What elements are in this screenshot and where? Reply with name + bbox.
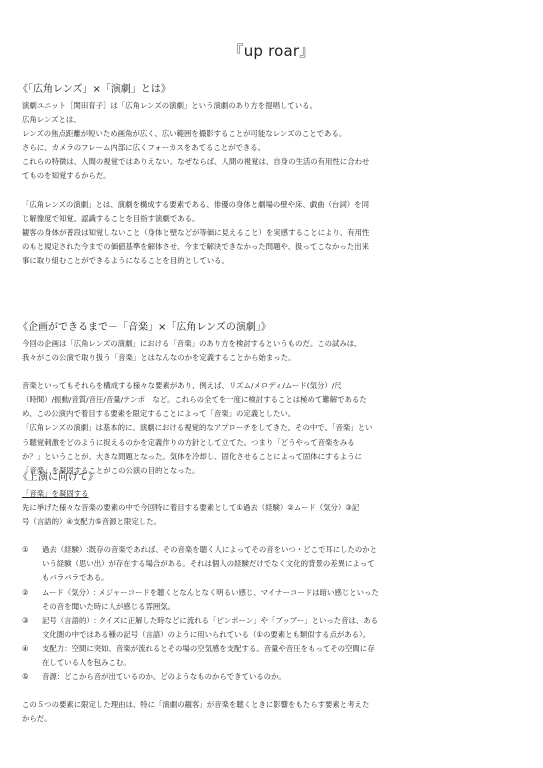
paragraph-line: う聴覚刺激をどのように捉えるのかを定義作りの方針として立てた。つまり「どうやって音楽をみる — [22, 437, 355, 447]
paragraph-line: じ解像度で知覚、認識することを目指す演劇である。 — [22, 213, 200, 223]
paragraph-line: からだ。 — [22, 714, 52, 724]
paragraph-line: レンズの焦点距離が短いため画角が広く、広い範囲を撮影することが可能なレンズのことである。 — [22, 129, 347, 139]
element-list — [22, 543, 527, 684]
spacer — [22, 365, 527, 379]
list-item — [22, 670, 527, 684]
list-item-line: 音源：どこから音が出ているのか。どのようなものからできているのか。 — [42, 672, 286, 682]
list-item — [22, 543, 527, 585]
list-number: ② — [22, 587, 29, 597]
paragraph-line: 「音楽」を凝固することがこの公演の目的となった。 — [22, 465, 200, 475]
paragraph-line: 号（言語的）④支配力⑤音源と限定した。 — [22, 517, 161, 527]
paragraph-line: 音楽といってもそれらを構成する様々な要素があり、例えば、リズム/メロディ/ムード(気分）/尺 — [22, 381, 342, 391]
list-number: ⑤ — [22, 672, 29, 682]
section-heading: 《上演に向けて》 — [18, 472, 98, 483]
spacer — [22, 529, 527, 543]
list-item-line: 在している人を包みこむ。 — [42, 658, 131, 668]
list-number: ④ — [22, 643, 29, 653]
paragraph-line: め、この公演内で着目する要素を限定することによって「音楽」の定義としたい。 — [22, 409, 296, 419]
spacer — [22, 684, 527, 698]
list-item-line: いう経験（思い出）が存在する場合がある。それは個人の経験だけでなく文化的背景の差異によって — [42, 559, 375, 569]
paragraph-line: 「広角レンズの演劇」とは、演劇を構成する要素である、俳優の身体と劇場の壁や床、戯曲（台詞）を同 — [22, 199, 369, 209]
paragraph-line: 先に挙げた様々な音楽の要素の中で今回特に着目する要素として①過去（経験）②ムード（気分）③記 — [22, 503, 360, 513]
list-item-line: その音を聞いた時に人が感じる雰囲気。 — [42, 601, 176, 611]
paragraph-line: か？」ということが、大きな問題となった。気体を冷却し、固化させることによって固体にするように — [22, 451, 362, 461]
list-item-line: 記号（言語的）: クイズに正解した時などに流れる「ピンポーン」や「ブッブー」といった音は、ある — [42, 615, 379, 625]
document-title: 『up roar』 — [228, 42, 315, 60]
paragraph-line: （時間）/振動/音質/音圧/音量/テンポ など。これらの全てを一度に検討することは極めて難解であるた — [22, 395, 367, 405]
paragraph-line: 「広角レンズの演劇」は基本的に、演劇における視覚的なアプローチをしてきた。その中で、「音楽」とい — [22, 423, 373, 433]
list-item-line: もバラバラである。 — [42, 573, 109, 583]
list-number: ① — [22, 545, 29, 555]
paragraph-line: さらに、カメラのフレーム内部に広くフォーカスをあてることができる。 — [22, 143, 266, 153]
list-number: ③ — [22, 615, 29, 625]
paragraph-line: 我々がこの公演で取り扱う「音楽」とはなんなのかを定義することから始まった。 — [22, 353, 296, 363]
section-wide-angle-lens — [18, 82, 527, 268]
spacer — [22, 184, 527, 198]
list-item-line: 文化圏の中ではある種の記号（言語）のように用いられている（①の要素とも類似する点がある）。 — [42, 629, 371, 639]
list-item — [22, 586, 527, 614]
subheading: 「音楽」を凝固する — [22, 489, 89, 498]
list-item-line: 支配力：空間に突如、音楽が流れるとその場の空気感を支配する。音量や音圧をもってその空間に存 — [42, 643, 375, 653]
paragraph-line: てものを知覚するからだ。 — [22, 171, 111, 181]
paragraph-line: これらの特徴は、人間の視覚ではありえない。なぜならば、人間の視覚は、自身の生活の有用性に合わせ — [22, 157, 370, 167]
paragraph-line: この５つの要素に限定した理由は、特に「演劇の観客」が音楽を聴くときに影響をもたらす要素と考えた — [22, 700, 370, 710]
paragraph-line: 事に取り組むことができるようになることを目的としている。 — [22, 255, 229, 265]
paragraph-line: 観客の身体が普段は知覚しないこと（身体と壁などが等価に見えること）を実感することにより、有用性 — [22, 227, 370, 237]
paragraph-line: 広角レンズとは、 — [22, 115, 81, 125]
paragraph-line: のもと規定された今までの価値基準を解体させ、今まで解決できなかった問題や、扱ってこなかった出来 — [22, 241, 369, 251]
section-heading: 《企画ができるまで－「音楽」×「広角レンズの演劇」》 — [18, 322, 271, 333]
paragraph-line: 演劇ユニット［関田育子］は「広角レンズの演劇」という演劇のあり方を提唱している。 — [22, 101, 317, 110]
section-project-origin — [18, 320, 527, 478]
section-heading: 《「広角レンズ」×「演劇」とは》 — [18, 84, 171, 95]
list-item — [22, 642, 527, 670]
paragraph-line: 今回の企画は「広角レンズの演劇」における「音楽」のあり方を検討するというものだ。この試みは、 — [22, 339, 362, 348]
list-item — [22, 614, 527, 642]
section-toward-performance — [18, 470, 527, 726]
list-item-line: ムード（気分）: メジャーコードを聴くとなんとなく明るい感じ、マイナーコードは暗い感じといった — [42, 587, 379, 597]
list-item-line: 過去（経験）:既存の音楽であれば、その音楽を聴く人によってその音をいつ・どこで耳にしたのかと — [42, 545, 378, 555]
